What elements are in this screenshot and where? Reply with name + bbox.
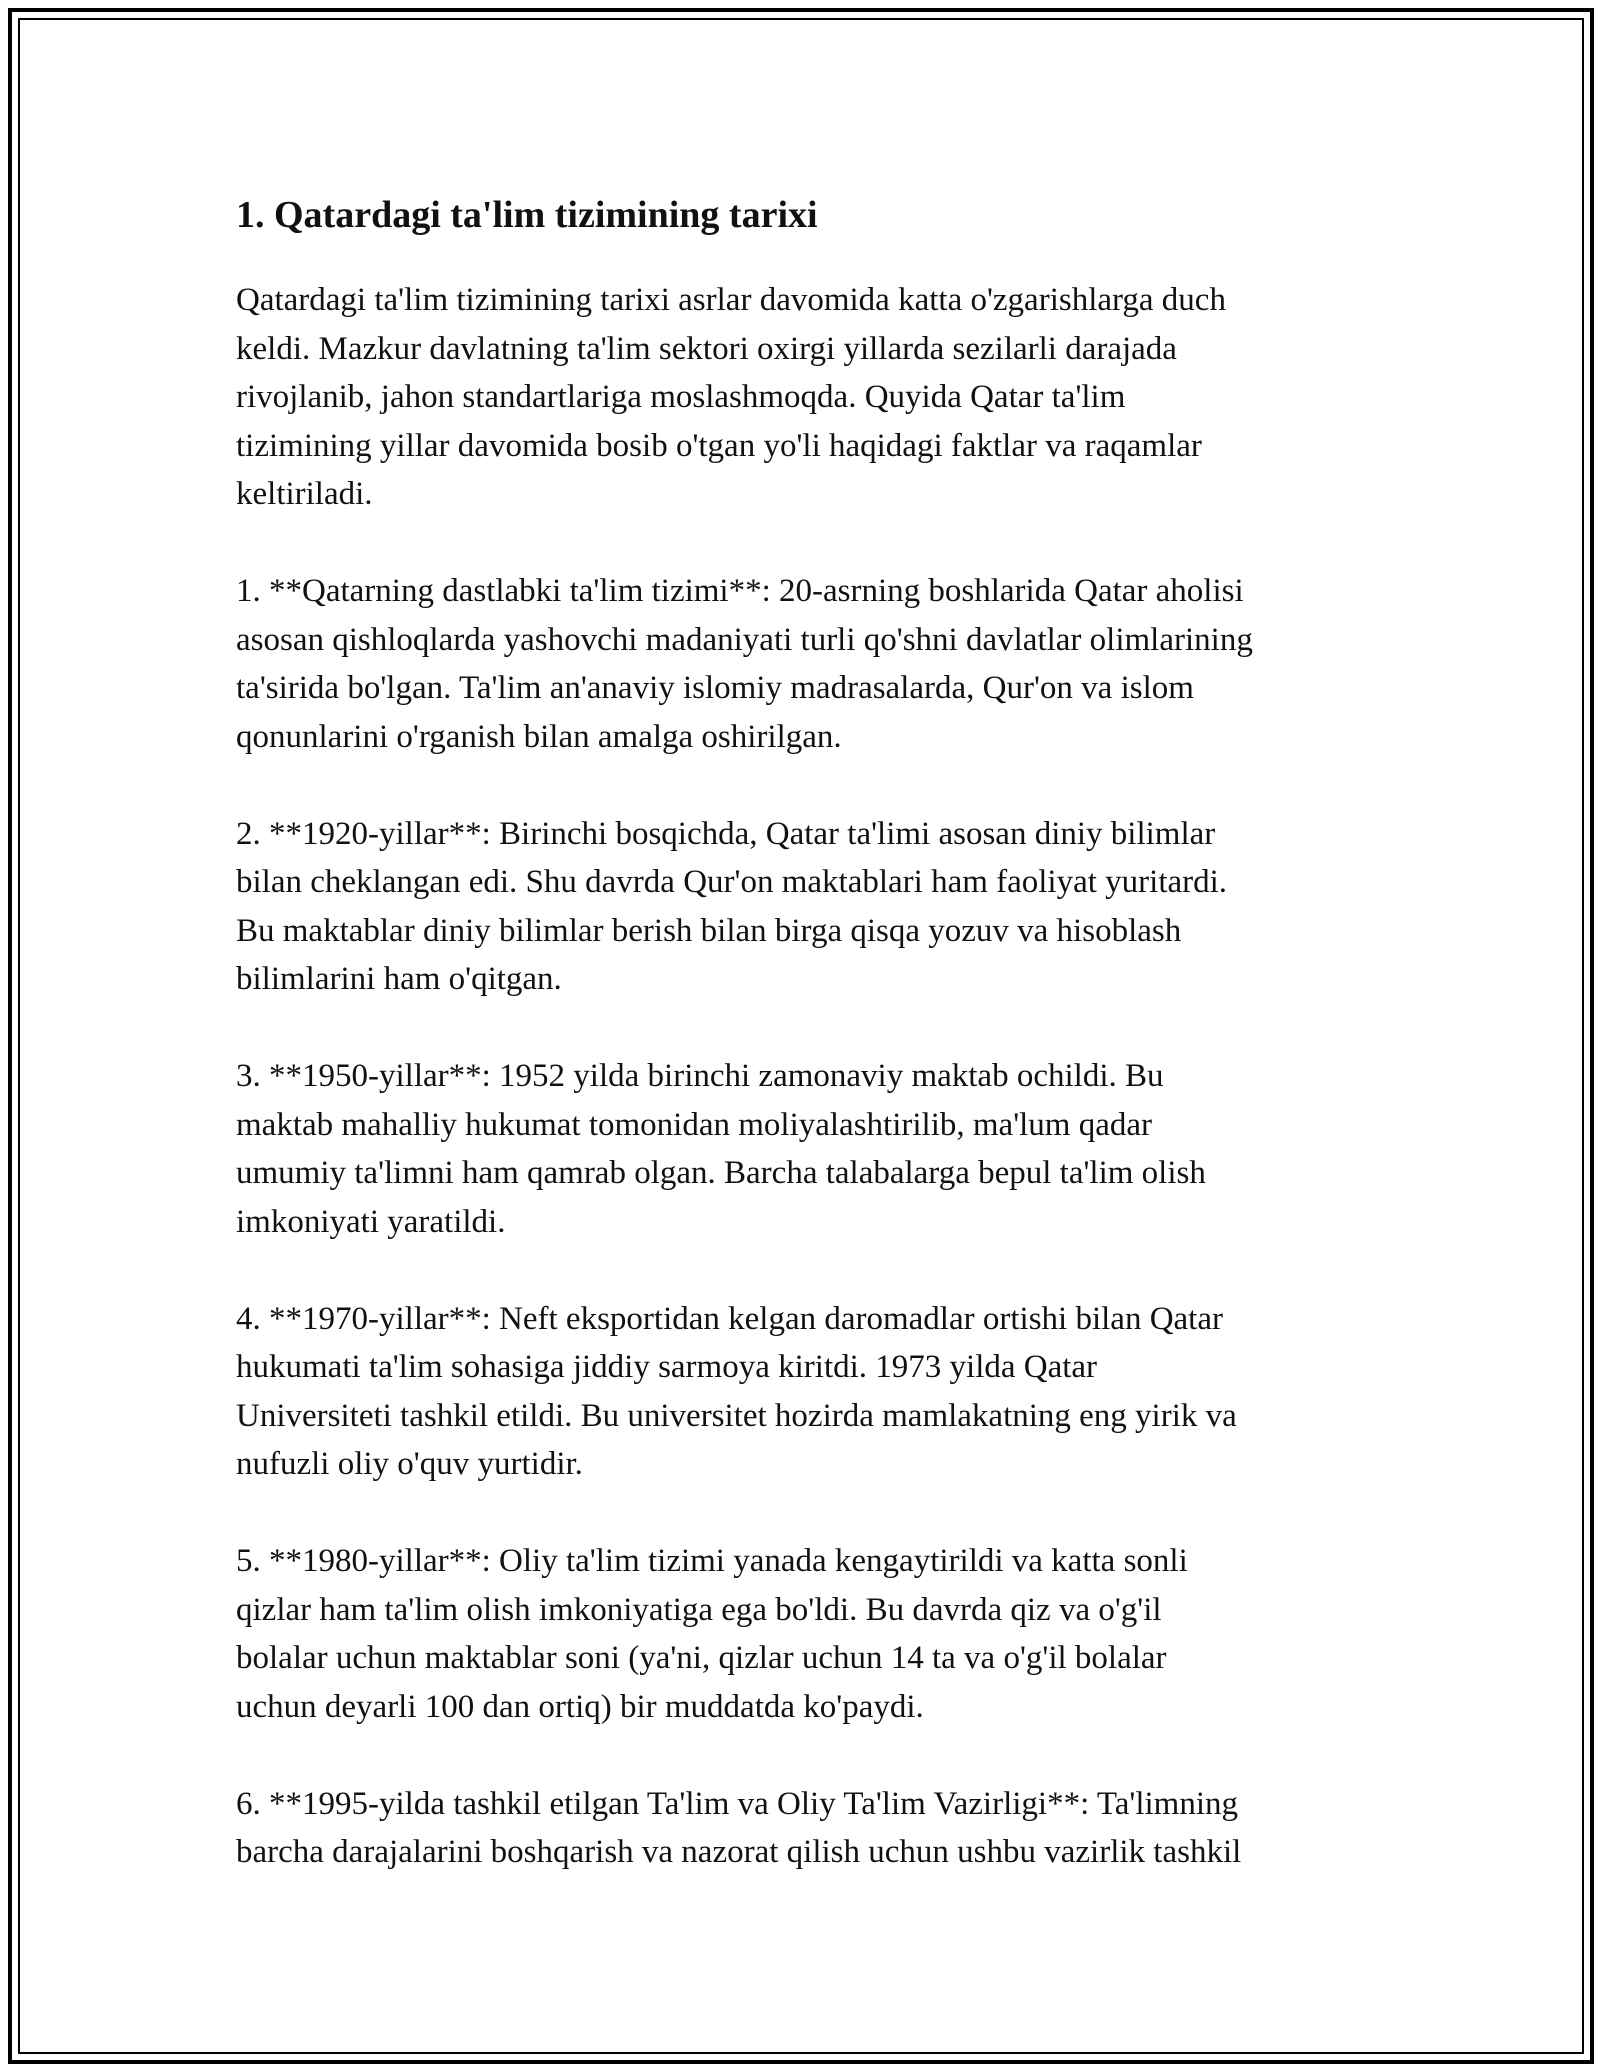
document-body	[236, 186, 1376, 1925]
paragraph-item-1: 1. **Qatarning dastlabki ta'lim tizimi**: 20-asrning boshlarida Qatar aholisi asosan qishloqlarda yashovchi madaniyati turli qo'shni davlatlar olimlarining ta'sirida bo'lgan. Ta'lim an'anaviy islomiy madrasalarda, Qur'on va islom qonunlarini o'rganish bilan amalga oshirilgan.	[236, 573, 1253, 755]
paragraph-intro: Qatardagi ta'lim tizimining tarixi asrlar davomida katta o'zgarishlarga duch keldi. Mazkur davlatning ta'lim sektori oxirgi yillarda sezilarli darajada rivojlanib, jahon standartlariga moslashmoqda. Quyida Qatar ta'lim tizimining yillar davomida bosib o'tgan yo'li haqidagi faktlar va raqamlar keltiriladi.	[236, 282, 1226, 512]
paragraph-item-2: 2. **1920-yillar**: Birinchi bosqichda, Qatar ta'limi asosan diniy bilimlar bilan cheklangan edi. Shu davrda Qur'on maktablari ham faoliyat yuritardi. Bu maktablar diniy bilimlar berish bilan birga qisqa yozuv va hisoblash bilimlarini ham o'qitgan.	[236, 815, 1228, 997]
paragraph-item-4: 4. **1970-yillar**: Neft eksportidan kelgan daromadlar ortishi bilan Qatar hukumati ta'lim sohasiga jiddiy sarmoya kiritdi. 1973 yilda Qatar Universiteti tashkil etildi. Bu universitet hozirda mamlakatning eng yirik va nufuzli oliy o'quv yurtidir.	[236, 1300, 1237, 1482]
paragraph-item-5: 5. **1980-yillar**: Oliy ta'lim tizimi yanada kengaytirildi va katta sonli qizlar ham ta'lim olish imkoniyatiga ega bo'ldi. Bu davrda qiz va o'g'il bolalar uchun maktablar soni (ya'ni, qizlar uchun 14 ta va o'g'il bolalar uchun deyarli 100 dan ortiq) bir muddatda ko'paydi.	[236, 1543, 1188, 1725]
document-title: 1. Qatardagi ta'lim tizimining tarixi	[236, 194, 818, 236]
paragraph-item-3: 3. **1950-yillar**: 1952 yilda birinchi zamonaviy maktab ochildi. Bu maktab mahalliy hukumat tomonidan moliyalashtirilib, ma'lum qadar umumiy ta'limni ham qamrab olgan. Barcha talabalarga bepul ta'lim olish imkoniyati yaratildi.	[236, 1058, 1206, 1240]
paragraph-item-6: 6. **1995-yilda tashkil etilgan Ta'lim va Oliy Ta'lim Vazirligi**: Ta'limning barcha darajalarini boshqarish va nazorat qilish uchun ushbu vazirlik tashkil	[236, 1785, 1242, 1870]
